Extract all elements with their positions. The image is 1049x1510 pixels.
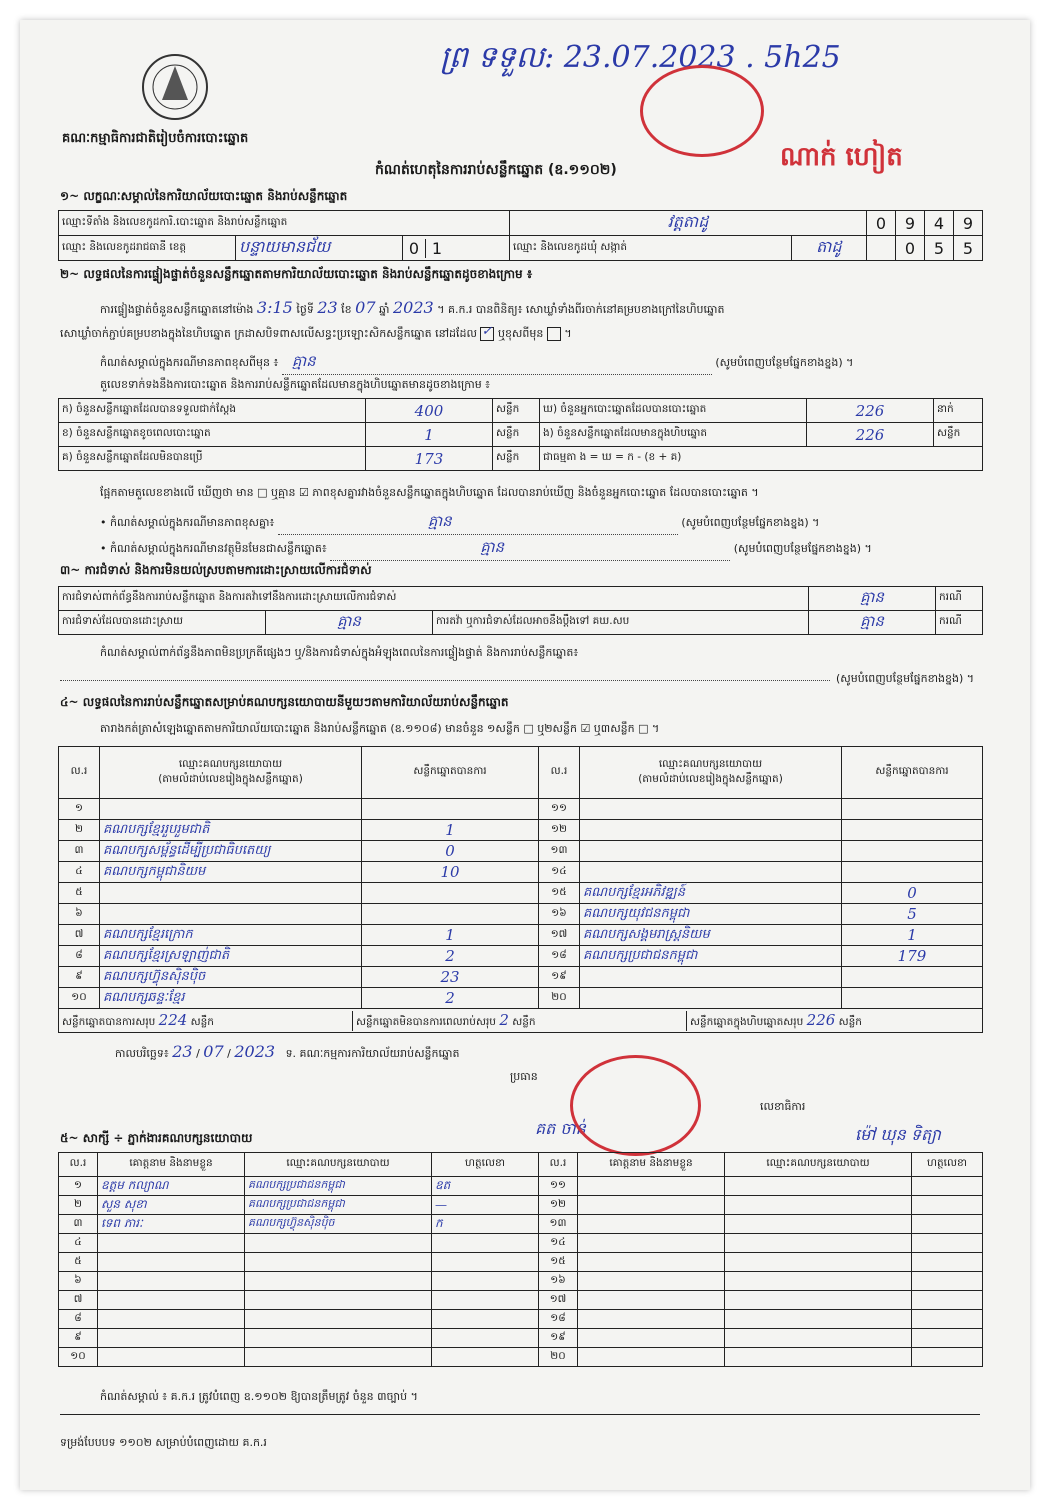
party-name: គណបក្សកម្ពុជានិយម bbox=[100, 862, 362, 883]
resolved-value: គ្មាន bbox=[266, 611, 433, 635]
fill-hint: (សូមបំពេញបន្ថែមផ្នែកខាងខ្នង) ។ bbox=[836, 672, 975, 685]
party-votes: 2 bbox=[362, 946, 539, 967]
witness-no: ១៥ bbox=[539, 1253, 578, 1272]
change-note-value: គ្មាន bbox=[282, 352, 712, 375]
witness-signature bbox=[912, 1329, 983, 1348]
row-label: ក) ចំនួនសន្លឹកឆ្នោតដែលបានទទួលជាក់ស្តែង bbox=[59, 399, 366, 423]
ballot-numbers-table bbox=[58, 398, 983, 471]
party-name: គណបក្សហ៊្វុនស៊ិនប៉ិច bbox=[100, 967, 362, 988]
party-no: ១១ bbox=[539, 799, 580, 820]
same-checkbox[interactable]: ✓ bbox=[480, 327, 494, 341]
witness-name bbox=[98, 1291, 245, 1310]
witness-party bbox=[725, 1291, 912, 1310]
party-votes: 10 bbox=[362, 862, 539, 883]
witness-no: ៥ bbox=[59, 1253, 98, 1272]
verify-year: 2023 bbox=[393, 298, 434, 317]
row-label: គ) ចំនួនសន្លឹកឆ្នោតដែលមិនបានប្រើ bbox=[59, 447, 366, 471]
section3-title: ៣~ ការជំទាស់ និងការមិនយល់ស្របតាមការដោះស្រាយលើការជំទាស់ bbox=[60, 563, 372, 577]
witness-no: ១ bbox=[59, 1177, 98, 1196]
stamp-note: ណាក់ ហៀត bbox=[780, 142, 903, 172]
witness-signature bbox=[432, 1329, 539, 1348]
witness-name bbox=[578, 1215, 725, 1234]
witness-no: ១៦ bbox=[539, 1272, 578, 1291]
party-votes: 1 bbox=[362, 820, 539, 841]
table-row bbox=[59, 1196, 983, 1215]
witness-party: គណបក្សប្រជាជនកម្ពុជា bbox=[245, 1177, 432, 1196]
witness-signature bbox=[912, 1196, 983, 1215]
commune-label: ឈ្មោះ និងលេខកូដឃុំ សង្កាត់ bbox=[509, 236, 791, 261]
row-label: ង) ចំនួនសន្លឹកឆ្នោតដែលមានក្នុងហិបឆ្នោត bbox=[540, 423, 807, 447]
objection-value: គ្មាន bbox=[809, 587, 936, 611]
date-line: កាលបរិច្ឆេទ៖ 23 / 07 / 2023 ទ. គណៈកម្មការការិយាល័យរាប់សន្លឹកឆ្នោត bbox=[115, 1042, 460, 1061]
table-row bbox=[59, 904, 983, 925]
witness-party: គណបក្សហ៊្វុនស៊ិនប៉ិច bbox=[245, 1215, 432, 1234]
location-code-digit: 4 bbox=[925, 211, 954, 236]
witness-party bbox=[725, 1272, 912, 1291]
location-code-digit: 9 bbox=[896, 211, 925, 236]
row-value: 173 bbox=[366, 447, 493, 471]
changed-checkbox[interactable] bbox=[547, 327, 561, 341]
party-no: ១៥ bbox=[539, 883, 580, 904]
witness-signature: ឧត bbox=[432, 1177, 539, 1196]
row-value: 226 bbox=[807, 399, 934, 423]
witness-signature bbox=[912, 1234, 983, 1253]
party-votes: 1 bbox=[362, 925, 539, 946]
party-votes: 0 bbox=[362, 841, 539, 862]
table-row: គ) ចំនួនសន្លឹកឆ្នោតដែលមិនបានប្រើ 173 សន្លឹក ជាធម្មតា ង = ឃ = ក - (ខ + គ) bbox=[59, 447, 983, 471]
witness-party bbox=[245, 1291, 432, 1310]
party-name: គណបក្សខ្មែរក្រោក bbox=[100, 925, 362, 946]
table-row bbox=[59, 820, 983, 841]
location-value: វត្តតាដូ bbox=[509, 211, 866, 236]
formula-note: ជាធម្មតា ង = ឃ = ក - (ខ + គ) bbox=[540, 447, 983, 471]
party-name bbox=[580, 862, 842, 883]
witness-party: គណបក្សប្រជាជនកម្ពុជា bbox=[245, 1196, 432, 1215]
section5-title: ៥~ សាក្សី ÷ ភ្នាក់ងារគណបក្សនយោបាយ bbox=[60, 1131, 253, 1145]
party-no: ១៤ bbox=[539, 862, 580, 883]
witness-party bbox=[725, 1234, 912, 1253]
witness-name bbox=[578, 1272, 725, 1291]
party-votes: 0 bbox=[842, 883, 983, 904]
witness-party bbox=[245, 1310, 432, 1329]
location-code-digit: 9 bbox=[954, 211, 983, 236]
row-value: 400 bbox=[366, 399, 493, 423]
witness-no: ៧ bbox=[59, 1291, 98, 1310]
numbers-intro: តួលេខទាក់ទងនឹងការបោះឆ្នោត និងការរាប់សន្លឹកឆ្នោតដែលមានក្នុងហិបឆ្នោតមានដូចខាងក្រោម ៖ bbox=[100, 378, 491, 391]
verify-day: 23 bbox=[317, 298, 338, 317]
witness-name: ឧត្តម កល្យាណ bbox=[98, 1177, 245, 1196]
witness-signature bbox=[912, 1272, 983, 1291]
compare-line: ផ្អែកតាមតួលេខខាងលើ ឃើញថា មាន □ ឬគ្មាន ☑ ភាពខុសគ្នារវាងចំនួនសន្លឹកឆ្នោតក្នុងហិបឆ្នោត ដែលបានរាប់ឃើញ និងចំនួនអ្នកបោះឆ្នោត ដែលបានបោះឆ្នោត ។ bbox=[100, 486, 759, 499]
party-name bbox=[100, 904, 362, 925]
witness-signature bbox=[912, 1177, 983, 1196]
party-no: ២ bbox=[59, 820, 100, 841]
party-no: ៩ bbox=[59, 967, 100, 988]
commission-line: គណៈកម្មាធិការជាតិរៀបចំការបោះឆ្នោត bbox=[62, 131, 249, 146]
party-votes bbox=[842, 799, 983, 820]
table-row bbox=[59, 1234, 983, 1253]
table-row bbox=[59, 1215, 983, 1234]
witness-signature bbox=[912, 1348, 983, 1367]
secretary-label: លេខាធិការ bbox=[760, 1100, 806, 1113]
party-name bbox=[580, 820, 842, 841]
party-votes: 5 bbox=[842, 904, 983, 925]
resolved-label: ការជំទាស់ដែលបានដោះស្រាយ bbox=[59, 611, 266, 635]
party-name: គណបក្សសង្គមរាស្ត្រនិយម bbox=[580, 925, 842, 946]
commune-code-digit: 5 bbox=[925, 236, 954, 261]
witness-name bbox=[578, 1234, 725, 1253]
objection-table: ការជំទាស់ពាក់ព័ន្ធនឹងការរាប់សន្លឹកឆ្នោត និងការតវ៉ាទៅនឹងការដោះស្រាយលើការជំទាស់ គ្មាន ករណី ការជំទាស់ដែលបានដោះស្រាយ គ្មាន ការតវ៉ា ឬការជំទាស់ដែលអាចនឹងប្តឹងទៅ គឃ.សប គ្មាន ករណី bbox=[58, 586, 983, 635]
witness-name bbox=[98, 1272, 245, 1291]
witness-name bbox=[98, 1253, 245, 1272]
party-no: ១ bbox=[59, 799, 100, 820]
witness-no: ៤ bbox=[59, 1234, 98, 1253]
witness-signature bbox=[432, 1348, 539, 1367]
party-no: ៤ bbox=[59, 862, 100, 883]
witness-signature: — bbox=[432, 1196, 539, 1215]
table-row bbox=[59, 841, 983, 862]
table-row bbox=[59, 1329, 983, 1348]
witness-name bbox=[578, 1177, 725, 1196]
chair-name: គត ចាន់ bbox=[535, 1119, 586, 1138]
party-no: ១០ bbox=[59, 988, 100, 1009]
witness-party bbox=[245, 1348, 432, 1367]
witness-party bbox=[245, 1253, 432, 1272]
party-name bbox=[580, 841, 842, 862]
row-value: 226 bbox=[807, 423, 934, 447]
table-row bbox=[59, 1272, 983, 1291]
sheet-count-line: តារាងកត់ត្រាសំឡេងឆ្នោតតាមការិយាល័យបោះឆ្នោត និងរាប់សន្លឹកឆ្នោត (ឧ.១១០៨) មានចំនួន ១សន្លឹក □ ឬ២សន្លឹក ☑ ឬ៣សន្លឹក □ ។ bbox=[100, 722, 660, 735]
party-no: ៨ bbox=[59, 946, 100, 967]
party-no: ៦ bbox=[59, 904, 100, 925]
party-votes bbox=[842, 841, 983, 862]
table-row bbox=[59, 925, 983, 946]
party-no: ១៩ bbox=[539, 967, 580, 988]
party-votes: 1 bbox=[842, 925, 983, 946]
witness-no: ១៨ bbox=[539, 1310, 578, 1329]
witness-party bbox=[725, 1253, 912, 1272]
total-invalid: 2 bbox=[499, 1010, 509, 1029]
chair-label: ប្រធាន bbox=[510, 1070, 538, 1083]
witness-name bbox=[578, 1310, 725, 1329]
party-votes bbox=[362, 883, 539, 904]
section1-title: ១~ លក្ខណៈសម្គាល់នៃការិយាល័យបោះឆ្នោត និងរាប់សន្លឹកឆ្នោត bbox=[60, 189, 348, 203]
witness-signature bbox=[912, 1310, 983, 1329]
irregularity-note: កំណត់សម្គាល់ពាក់ព័ន្ធនឹងភាពមិនប្រក្រតីផ្សេងៗ ឬ/និងការជំទាស់ក្នុងអំឡុងពេលនៃការផ្ទៀងផ្ទាត់ និងការរាប់សន្លឹកឆ្នោត៖ bbox=[100, 646, 579, 659]
commune-code-digit: 0 bbox=[896, 236, 925, 261]
irreg-note-value: គ្មាន bbox=[330, 538, 730, 561]
witness-table: ល.រ គោត្តនាម និងនាមខ្លួន ឈ្មោះគណបក្សនយោបាយ ហត្ថលេខា ល.រ គោត្តនាម និងនាមខ្លួន ឈ្មោះគណបក្សនយោបាយ ហត្ថលេខា ១ ឧត្តម កល្យាណ គណបក្សប្រជាជនកម្ពុជា ឧត ១១ ២ សួន សុខា គណបក្សប្រជាជនកម្ពុជា — ១២ ៣ ទេព ភារៈ គណបក្សហ៊្វុនស៊ិនប៉ិច ក ១៣ ៤ ១៤ ៥ ១៥ ៦ ១៦ ៧ ១៧ ៨ ១៨ ៩ ១៩ ១០ ២០ bbox=[58, 1152, 983, 1367]
witness-name bbox=[98, 1348, 245, 1367]
witness-signature bbox=[432, 1310, 539, 1329]
section4-title: ៤~ លទ្ធផលនៃការរាប់សន្លឹកឆ្នោតសម្រាប់គណបក្សនយោបាយនីមួយៗតាមការិយាល័យរាប់សន្លឹកឆ្នោត bbox=[60, 695, 509, 709]
witness-no: ៦ bbox=[59, 1272, 98, 1291]
party-no: ៧ bbox=[59, 925, 100, 946]
witness-signature bbox=[432, 1253, 539, 1272]
table-row: ខ) ចំនួនសន្លឹកឆ្នោតខូចពេលបោះឆ្នោត 1 សន្លឹក ង) ចំនួនសន្លឹកឆ្នោតដែលមានក្នុងហិបឆ្នោត 226 សន្លឹក bbox=[59, 423, 983, 447]
verify-line: ការផ្ទៀងផ្ទាត់ចំនួនសន្លឹកឆ្នោតនៅម៉ោង 3:15 ថ្ងៃទី 23 ខែ 07 ឆ្នាំ 2023 ។ គ.ក.រ បានពិនិត្យ៖ សោឃ្លាំទាំងពីរចាក់នៅគម្របខាងក្រៅនៃហិបឆ្នោត bbox=[100, 298, 725, 317]
official-stamp-bottom bbox=[570, 1055, 701, 1156]
table-row bbox=[59, 1253, 983, 1272]
witness-name bbox=[578, 1196, 725, 1215]
party-votes: 2 bbox=[362, 988, 539, 1009]
witness-no: ២០ bbox=[539, 1348, 578, 1367]
verify-time: 3:15 bbox=[256, 298, 293, 317]
witness-signature bbox=[912, 1291, 983, 1310]
location-table bbox=[58, 210, 983, 261]
witness-no: ១២ bbox=[539, 1196, 578, 1215]
table-row bbox=[59, 883, 983, 904]
witness-name bbox=[578, 1348, 725, 1367]
commune-value: តាដូ bbox=[791, 236, 866, 261]
verify-line-2: សោឃ្លាំចាក់ភ្ជាប់គម្របខាងក្នុងនៃហិបឆ្នោត ក្រដាសបិទពាសលើសន្ធះប្រឡោះសិកសន្លឹកឆ្នោត នៅដដែល ✓ ឬខុសពីមុន ។ bbox=[60, 324, 572, 340]
witness-party bbox=[725, 1310, 912, 1329]
witness-signature bbox=[912, 1253, 983, 1272]
witness-signature bbox=[432, 1272, 539, 1291]
witness-party bbox=[725, 1329, 912, 1348]
commune-code-digit: 5 bbox=[954, 236, 983, 261]
secretary-name: ម៉ៅ ឃុន ទិត្យា bbox=[855, 1125, 941, 1144]
party-name: គណបក្សឆន្ទៈខ្មែរ bbox=[100, 988, 362, 1009]
witness-party bbox=[725, 1348, 912, 1367]
row-label: ខ) ចំនួនសន្លឹកឆ្នោតខូចពេលបោះឆ្នោត bbox=[59, 423, 366, 447]
verify-month: 07 bbox=[355, 298, 376, 317]
form-title: កំណត់ហេតុនៃការរាប់សន្លឹកឆ្នោត (ឧ.១១០២) bbox=[375, 162, 617, 178]
party-results-table: ល.រ ឈ្មោះគណបក្សនយោបាយ (តាមលំដាប់លេខរៀងក្នុងសន្លឹកឆ្នោត) សន្លឹកឆ្នោតបានការ ល.រ ឈ្មោះគណបក្សនយោបាយ (តាមលំដាប់លេខរៀងក្នុងសន្លឹកឆ្នោត) សន្លឹកឆ្នោតបានការ ១ ១១ ២ គណបក្សខ្មែររួបរួមជាតិ 1 ១២ ៣ គណបក្សសម្ព័ន្ធដើម្បីប្រជាធិបតេយ្យ 0 ១៣ ៤ គណបក្សកម្ពុជានិយម 10 ១៤ ៥ ១៥ គណបក្សខ្មែរអភិវឌ្ឍន៍ 0 ៦ ១៦ គណបក្សយុវជនកម្ពុជា 5 ៧ គណបក្សខ្មែរក្រោក 1 ១៧ គណបក្សសង្គមរាស្ត្រនិយម 1 ៨ គណបក្សខ្មែរស្រឡាញ់ជាតិ 2 ១៨ គណបក្សប្រជាជនកម្ពុជា 179 ៩ គណបក្សហ៊្វុនស៊ិនប៉ិច 23 ១៩ ១០ គណបក្សឆន្ទៈខ្មែរ 2 ២០ សន្លឹកឆ្នោតបានការសរុប 224 សន្លឹក សន្លឹកឆ្នោតមិនបានការពេលរាប់សរុប 2 សន្លឹក សន្លឹកឆ្នោតក្នុងហិបឆ្នោតសរុប 226 សន្លឹក bbox=[58, 746, 983, 1033]
witness-signature: ក bbox=[432, 1215, 539, 1234]
party-name: គណបក្សយុវជនកម្ពុជា bbox=[580, 904, 842, 925]
province-value: បន្ទាយមានជ័យ bbox=[236, 236, 403, 261]
total-valid: 224 bbox=[158, 1010, 188, 1029]
location-label: ឈ្មោះទីតាំង និងលេខកូដការិ.បោះឆ្នោត និងរាប់សន្លឹកឆ្នោត bbox=[59, 211, 510, 236]
party-name: គណបក្សខ្មែររួបរួមជាតិ bbox=[100, 820, 362, 841]
party-name bbox=[580, 988, 842, 1009]
party-votes bbox=[362, 799, 539, 820]
totals-row: សន្លឹកឆ្នោតបានការសរុប 224 សន្លឹក សន្លឹកឆ្នោតមិនបានការពេលរាប់សរុប 2 សន្លឹក សន្លឹកឆ្នោតក្នុងហិបឆ្នោតសរុប 226 សន្លឹក bbox=[59, 1009, 983, 1033]
witness-party bbox=[725, 1177, 912, 1196]
witness-no: ១៣ bbox=[539, 1215, 578, 1234]
witness-no: ១៤ bbox=[539, 1234, 578, 1253]
witness-no: ៩ bbox=[59, 1329, 98, 1348]
party-no: ១៨ bbox=[539, 946, 580, 967]
witness-no: ១០ bbox=[59, 1348, 98, 1367]
witness-no: ១៩ bbox=[539, 1329, 578, 1348]
party-no: ១៦ bbox=[539, 904, 580, 925]
table-row bbox=[59, 946, 983, 967]
party-votes bbox=[842, 988, 983, 1009]
witness-name: ទេព ភារៈ bbox=[98, 1215, 245, 1234]
witness-name bbox=[578, 1253, 725, 1272]
party-name bbox=[100, 883, 362, 904]
commission-emblem bbox=[140, 52, 210, 122]
appeal-label: ការតវ៉ា ឬការជំទាស់ដែលអាចនឹងប្តឹងទៅ គឃ.សប bbox=[433, 611, 809, 635]
party-no: ១៧ bbox=[539, 925, 580, 946]
change-note-line: កំណត់សម្គាល់ក្នុងករណីមានភាពខុសពីមុន ៖ គ្មាន (សូមបំពេញបន្ថែមផ្នែកខាងខ្នង) ។ bbox=[100, 352, 853, 375]
form-id: ទម្រង់បែបបទ ១១០២ សម្រាប់បំពេញដោយ គ.ក.រ bbox=[60, 1436, 267, 1449]
party-name: គណបក្សខ្មែរអភិវឌ្ឍន៍ bbox=[580, 883, 842, 904]
table-row bbox=[59, 1177, 983, 1196]
witness-signature bbox=[432, 1291, 539, 1310]
appeal-value: គ្មាន bbox=[809, 611, 936, 635]
witness-no: ៣ bbox=[59, 1215, 98, 1234]
irreg-note-line: • កំណត់សម្គាល់ក្នុងករណីមានវត្ថុមិនមែនជាសន្លឹកឆ្នោត៖ គ្មាន (សូមបំពេញបន្ថែមផ្នែកខាងខ្នង) ។ bbox=[100, 538, 872, 561]
party-votes bbox=[362, 904, 539, 925]
table-row: ក) ចំនួនសន្លឹកឆ្នោតដែលបានទទួលជាក់ស្តែង 400 សន្លឹក ឃ) ចំនួនអ្នកបោះឆ្នោតដែលបានបោះឆ្នោត 226 នាក់ bbox=[59, 399, 983, 423]
objection-label: ការជំទាស់ពាក់ព័ន្ធនឹងការរាប់សន្លឹកឆ្នោត និងការតវ៉ាទៅនឹងការដោះស្រាយលើការជំទាស់ bbox=[59, 587, 809, 611]
province-code-digit: 1 bbox=[431, 238, 443, 258]
table-row bbox=[59, 988, 983, 1009]
row-value: 1 bbox=[366, 423, 493, 447]
province-code-digit: 0 bbox=[403, 239, 426, 258]
party-name: គណបក្សខ្មែរស្រឡាញ់ជាតិ bbox=[100, 946, 362, 967]
section2-title: ២~ លទ្ធផលនៃការផ្ទៀងផ្ទាត់ចំនួនសន្លឹកឆ្នោតតាមការិយាល័យបោះឆ្នោត និងរាប់សន្លឹកឆ្នោតដូចខាងក្រោម ៖ bbox=[60, 267, 533, 281]
party-votes bbox=[842, 862, 983, 883]
diff-note-value: គ្មាន bbox=[278, 512, 678, 535]
party-name bbox=[580, 799, 842, 820]
party-no: ៣ bbox=[59, 841, 100, 862]
party-no: ១៣ bbox=[539, 841, 580, 862]
party-no: ១២ bbox=[539, 820, 580, 841]
table-row bbox=[59, 799, 983, 820]
party-votes bbox=[842, 820, 983, 841]
party-votes: 23 bbox=[362, 967, 539, 988]
diff-note-line: • កំណត់សម្គាល់ក្នុងករណីមានភាពខុសគ្នា៖ គ្មាន (សូមបំពេញបន្ថែមផ្នែកខាងខ្នង) ។ bbox=[100, 512, 819, 535]
witness-party bbox=[245, 1272, 432, 1291]
witness-name bbox=[98, 1310, 245, 1329]
footer-divider bbox=[60, 1414, 980, 1415]
witness-name bbox=[98, 1329, 245, 1348]
table-row bbox=[59, 967, 983, 988]
witness-name bbox=[578, 1329, 725, 1348]
party-name bbox=[580, 967, 842, 988]
party-name: គណបក្សប្រជាជនកម្ពុជា bbox=[580, 946, 842, 967]
witness-party bbox=[245, 1234, 432, 1253]
witness-party bbox=[245, 1329, 432, 1348]
table-row bbox=[59, 1348, 983, 1367]
party-name bbox=[100, 799, 362, 820]
table-row bbox=[59, 1291, 983, 1310]
footer-note: កំណត់សម្គាល់ ៖ គ.ក.រ ត្រូវបំពេញ ឧ.១១០២ ឱ្យបានត្រឹមត្រូវ ចំនួន ៣ច្បាប់ ។ bbox=[100, 1390, 418, 1403]
row-label: ឃ) ចំនួនអ្នកបោះឆ្នោតដែលបានបោះឆ្នោត bbox=[540, 399, 807, 423]
witness-no: ២ bbox=[59, 1196, 98, 1215]
witness-signature bbox=[912, 1215, 983, 1234]
witness-name bbox=[578, 1291, 725, 1310]
witness-name: សួន សុខា bbox=[98, 1196, 245, 1215]
province-label: ឈ្មោះ និងលេខកូដរាជធានី ខេត្ត bbox=[59, 236, 236, 261]
table-row bbox=[59, 862, 983, 883]
party-votes: 179 bbox=[842, 946, 983, 967]
witness-party bbox=[725, 1215, 912, 1234]
received-note: ព្រ ទទួល: 23.07.2023 . 5h25 bbox=[440, 40, 841, 75]
official-stamp-top bbox=[640, 65, 764, 157]
witness-no: ៨ bbox=[59, 1310, 98, 1329]
party-no: ២០ bbox=[539, 988, 580, 1009]
witness-no: ១៧ bbox=[539, 1291, 578, 1310]
party-name: គណបក្សសម្ព័ន្ធដើម្បីប្រជាធិបតេយ្យ bbox=[100, 841, 362, 862]
witness-name bbox=[98, 1234, 245, 1253]
party-no: ៥ bbox=[59, 883, 100, 904]
witness-party bbox=[725, 1196, 912, 1215]
total-box: 226 bbox=[806, 1010, 836, 1029]
party-votes bbox=[842, 967, 983, 988]
table-row bbox=[59, 1310, 983, 1329]
location-code-digit: 0 bbox=[867, 211, 896, 236]
witness-no: ១១ bbox=[539, 1177, 578, 1196]
witness-signature bbox=[432, 1234, 539, 1253]
divider bbox=[60, 680, 830, 681]
